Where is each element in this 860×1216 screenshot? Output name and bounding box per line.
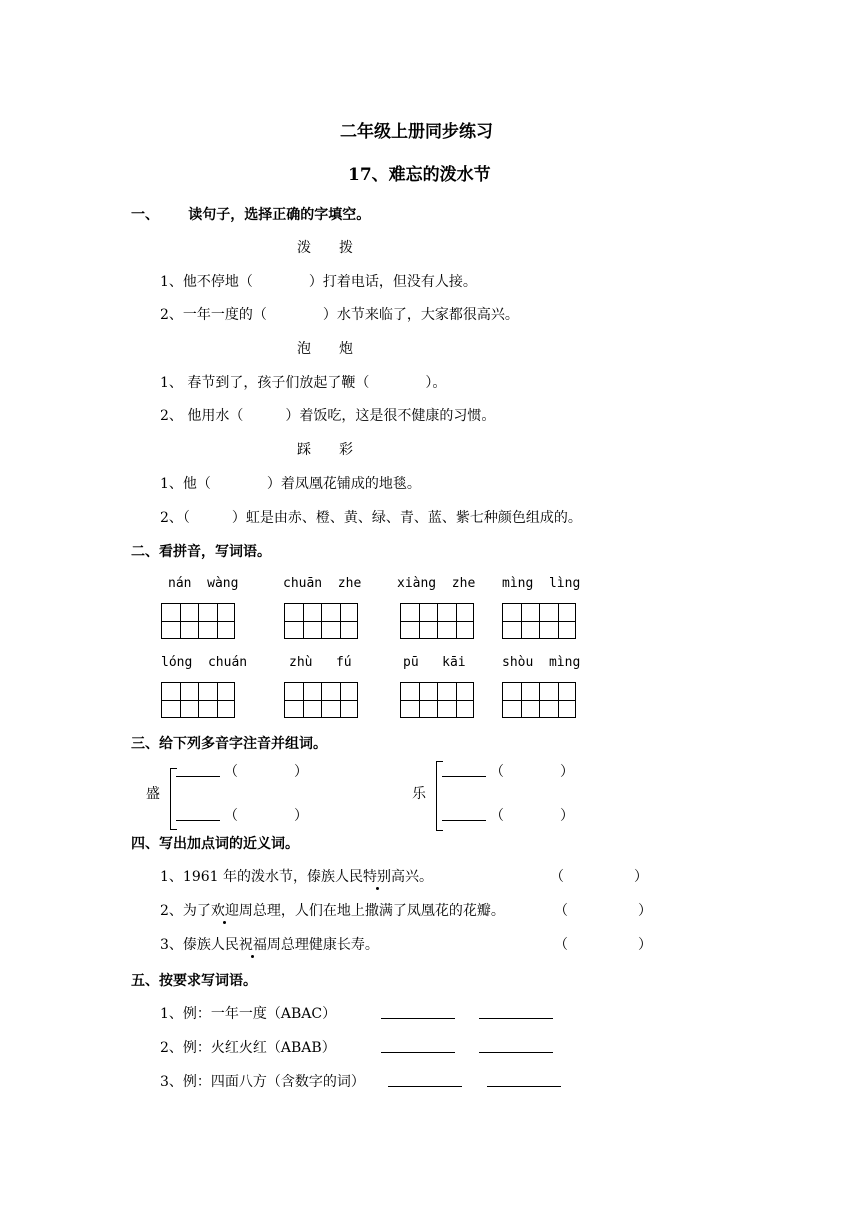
writing-grid[interactable] bbox=[400, 603, 474, 639]
answer-blank[interactable] bbox=[479, 1004, 553, 1023]
answer-blank[interactable] bbox=[479, 1038, 553, 1057]
s4-q1-text: 高兴。 bbox=[391, 869, 433, 885]
s1-question-2: 2、一年一度的（ ）水节来临了，大家都很高兴。 bbox=[160, 307, 519, 323]
s5-question-1: 1、例：一年一度（ABAC） bbox=[160, 1006, 337, 1022]
section-2-heading: 二、看拼音，写词语。 bbox=[131, 544, 271, 560]
section-1-heading: 一、 读句子，选择正确的字填空。 bbox=[131, 207, 371, 223]
pinyin-label: xiàng zhe bbox=[397, 576, 476, 591]
char-pair-3: 踩 彩 bbox=[297, 442, 353, 458]
answer-blank[interactable] bbox=[381, 1004, 455, 1023]
answer-blank[interactable] bbox=[487, 1072, 561, 1091]
s1-question-3: 1、 春节到了，孩子们放起了鞭（ ）。 bbox=[160, 375, 447, 391]
answer-blank[interactable] bbox=[442, 806, 486, 825]
dotted-word: 欢迎 bbox=[211, 900, 239, 920]
writing-grid[interactable] bbox=[502, 603, 576, 639]
dotted-word: 祝福 bbox=[239, 934, 267, 954]
pinyin-label: lóng chuán bbox=[161, 655, 248, 670]
writing-grid[interactable] bbox=[284, 603, 358, 639]
writing-grid[interactable] bbox=[161, 682, 235, 718]
pinyin-label: chuān zhe bbox=[283, 576, 362, 591]
polyphone-char-1: 盛 bbox=[146, 786, 160, 802]
char-pair-1: 泼 拨 bbox=[297, 240, 353, 256]
polyphone-char-2: 乐 bbox=[412, 786, 426, 802]
pinyin-label: shòu mìng bbox=[502, 655, 581, 670]
s4-question-2 bbox=[160, 900, 505, 920]
answer-paren[interactable]: （ ） bbox=[550, 869, 648, 885]
answer-blank[interactable] bbox=[381, 1038, 455, 1057]
s4-q3-text: 3、傣族人民 bbox=[160, 937, 239, 953]
answer-paren[interactable]: （ ） bbox=[554, 903, 652, 919]
dotted-word: 特别 bbox=[363, 866, 391, 886]
s5-question-3: 3、例：四面八方（含数字的词） bbox=[160, 1074, 365, 1090]
answer-blank[interactable] bbox=[442, 762, 486, 781]
section-5-heading: 五、按要求写词语。 bbox=[131, 973, 257, 989]
s1-question-1: 1、他不停地（ ）打着电话，但没有人接。 bbox=[160, 274, 477, 290]
pinyin-label: zhù fú bbox=[289, 655, 352, 670]
s4-q2-text: 周总理，人们在地上撒满了凤凰花的花瓣。 bbox=[238, 903, 505, 919]
answer-blank[interactable] bbox=[388, 1072, 462, 1091]
page-title: 二年级上册同步练习 bbox=[340, 122, 493, 142]
writing-grid[interactable] bbox=[161, 603, 235, 639]
s4-question-1 bbox=[160, 866, 433, 886]
pinyin-paren: （ ） bbox=[490, 764, 574, 780]
s5-question-2: 2、例：火红火红（ABAB） bbox=[160, 1040, 336, 1056]
s1-question-5: 1、他（ ）着凤凰花铺成的地毯。 bbox=[160, 476, 421, 492]
answer-paren[interactable]: （ ） bbox=[554, 937, 652, 953]
writing-grid[interactable] bbox=[284, 682, 358, 718]
s4-q1-text: 1、1961 年的泼水节，傣族人民 bbox=[160, 869, 363, 885]
pinyin-label: nán wàng bbox=[168, 576, 239, 591]
writing-grid[interactable] bbox=[400, 682, 474, 718]
s4-q3-text: 周总理健康长寿。 bbox=[266, 937, 379, 953]
pinyin-paren: （ ） bbox=[224, 764, 308, 780]
char-pair-2: 泡 炮 bbox=[297, 341, 353, 357]
section-3-heading: 三、给下列多音字注音并组词。 bbox=[131, 736, 327, 752]
pinyin-paren: （ ） bbox=[224, 808, 308, 824]
answer-blank[interactable] bbox=[176, 762, 220, 781]
s4-question-3 bbox=[160, 934, 379, 954]
lesson-title: 17、难忘的泼水节 bbox=[348, 165, 491, 185]
writing-grid[interactable] bbox=[502, 682, 576, 718]
s1-question-6: 2、（ ）虹是由赤、橙、黄、绿、青、蓝、紫七种颜色组成的。 bbox=[160, 510, 582, 526]
pinyin-label: pū kāi bbox=[403, 655, 466, 670]
s4-q2-text: 2、为了 bbox=[160, 903, 211, 919]
answer-blank[interactable] bbox=[176, 806, 220, 825]
pinyin-paren: （ ） bbox=[490, 808, 574, 824]
s1-question-4: 2、 他用水（ ）着饭吃，这是很不健康的习惯。 bbox=[160, 408, 496, 424]
section-4-heading: 四、写出加点词的近义词。 bbox=[131, 836, 299, 852]
pinyin-label: mìng lìng bbox=[502, 576, 581, 591]
